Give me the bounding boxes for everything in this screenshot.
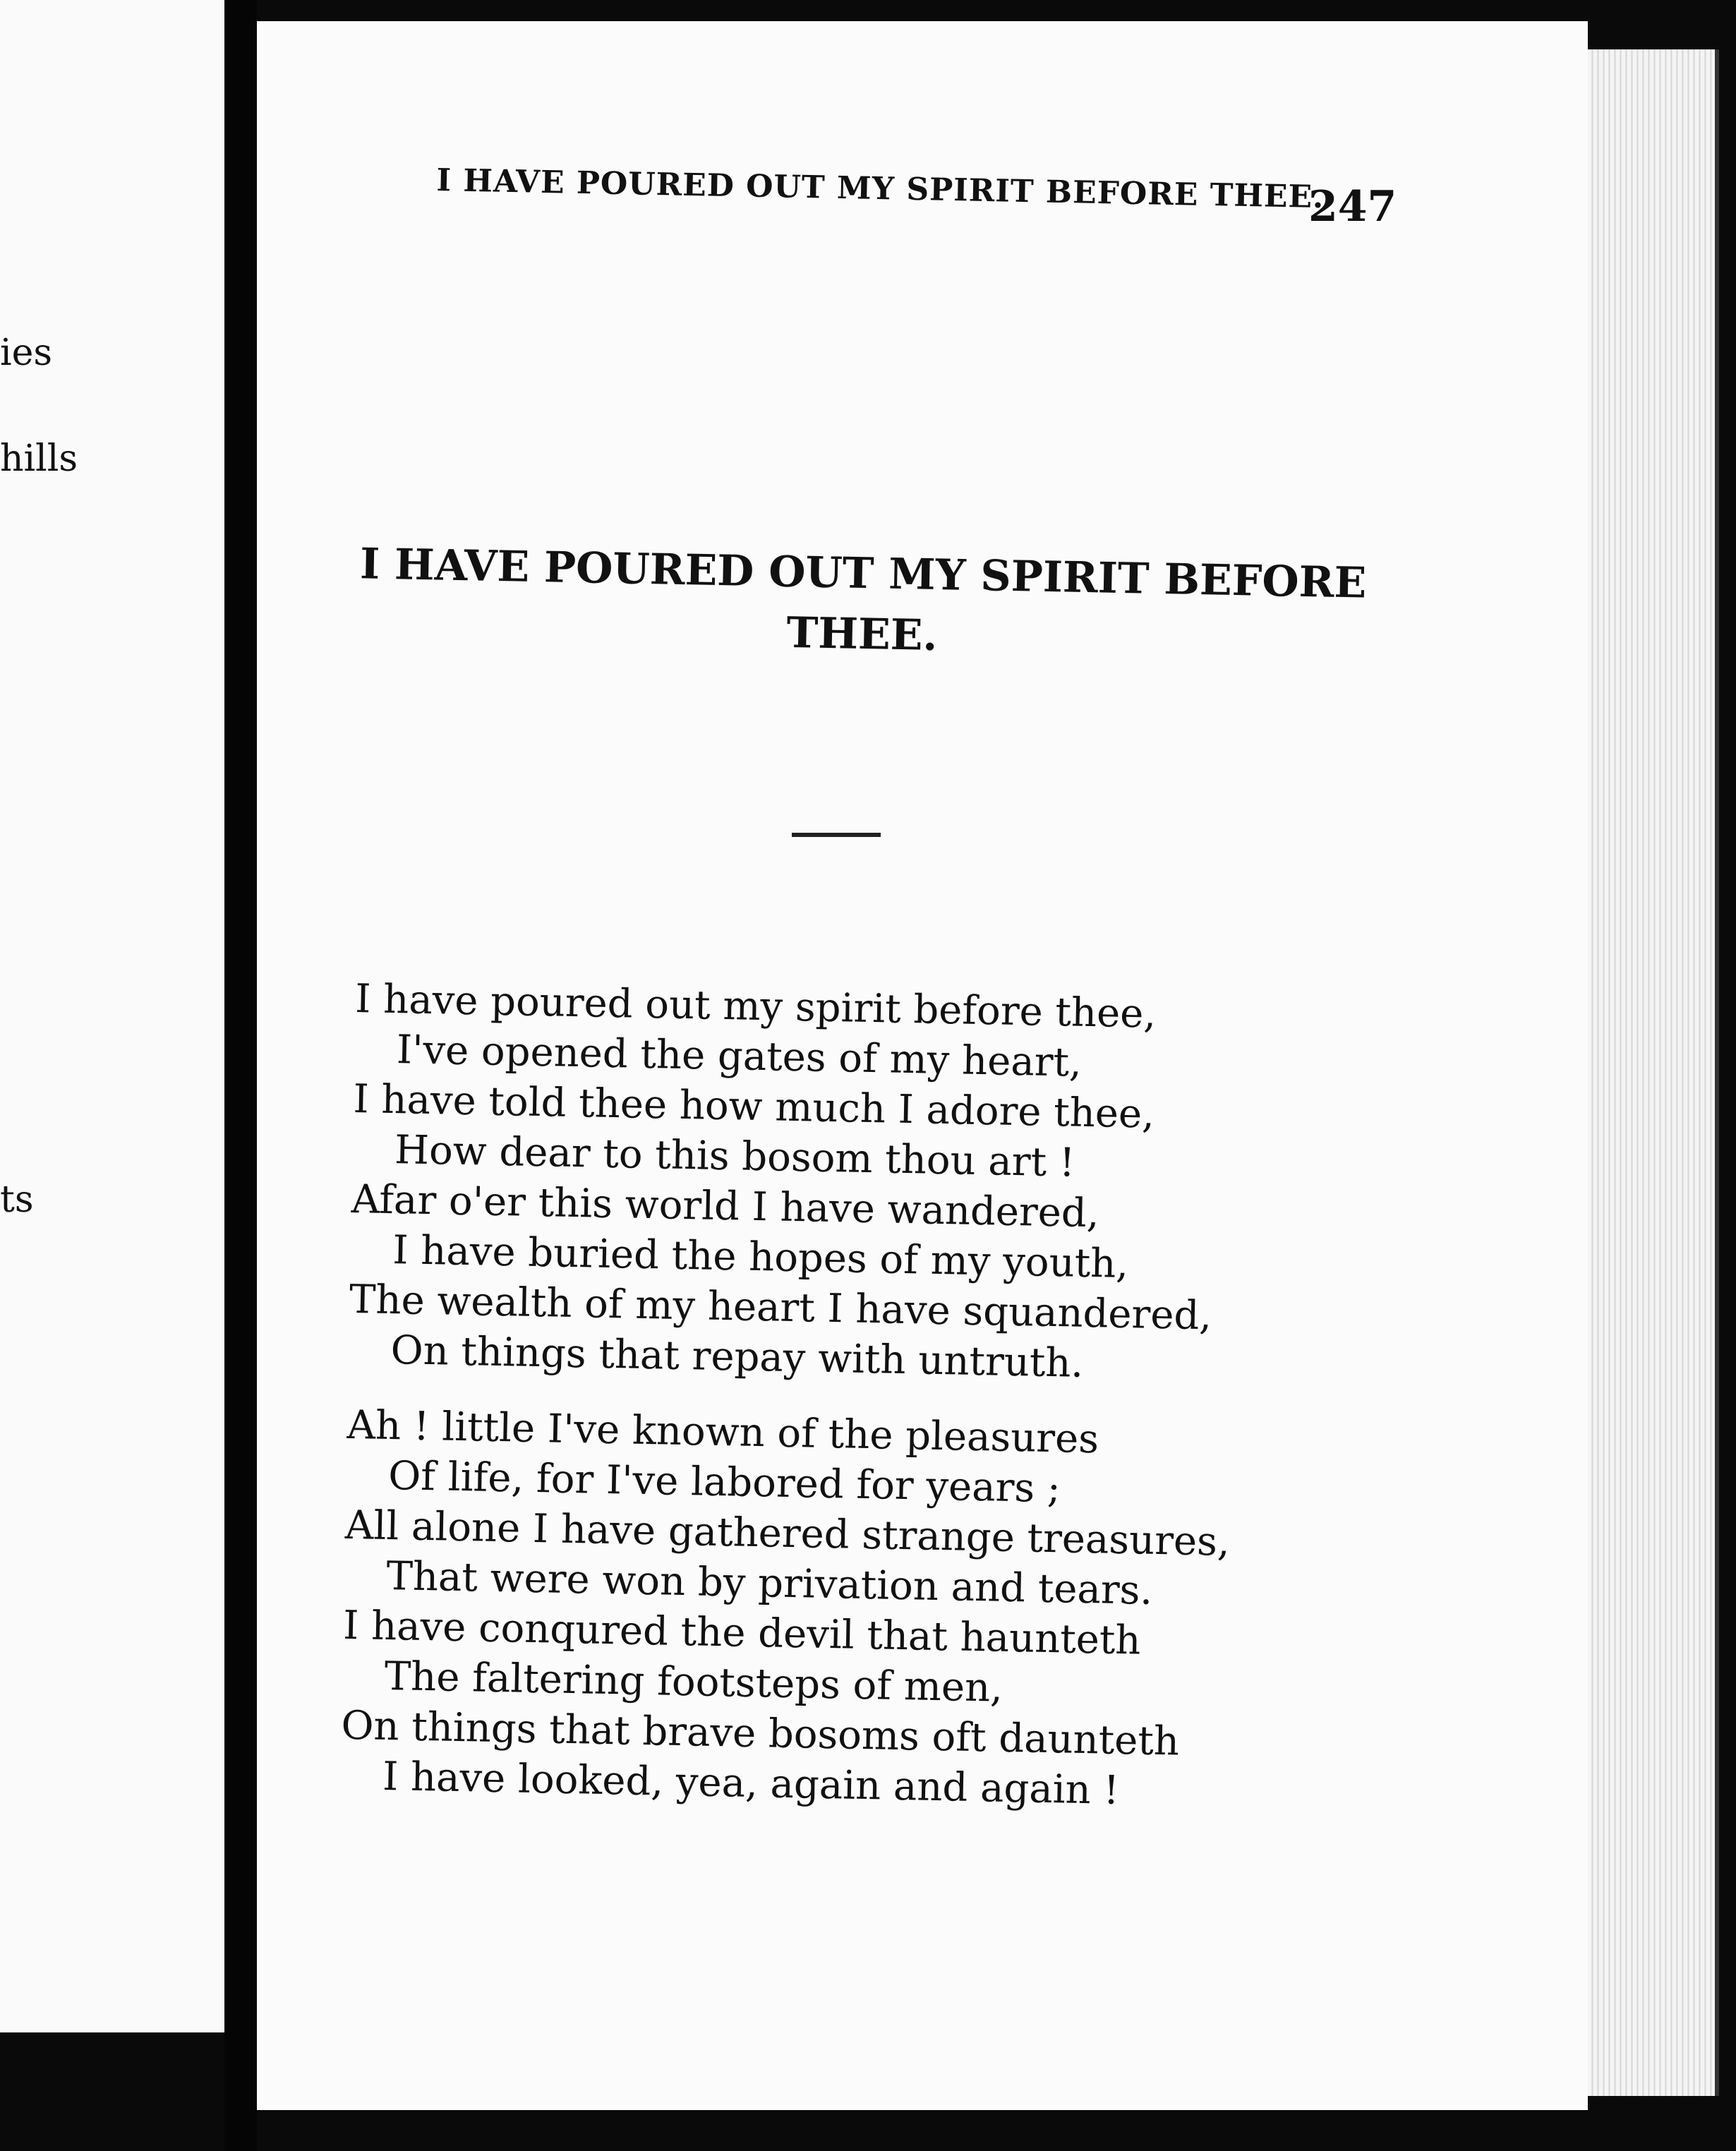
poem-line: On things that repay with untruth. bbox=[390, 1327, 1084, 1387]
poem-line: The faltering footsteps of men, bbox=[384, 1653, 1003, 1711]
title-rule bbox=[792, 833, 881, 837]
poem-line: I have conqured the devil that haunteth bbox=[342, 1602, 1142, 1664]
poem-title-line: I HAVE POURED OUT MY SPIRIT BEFORE bbox=[359, 539, 1367, 608]
left-page-fragment: hills bbox=[0, 438, 78, 480]
poem-line: I have looked, yea, again and again ! bbox=[382, 1753, 1120, 1814]
poem-line: The wealth of my heart I have squandered, bbox=[349, 1276, 1212, 1339]
poem-title bbox=[339, 534, 1386, 675]
page-edges bbox=[1588, 49, 1719, 2096]
left-page-fragment: ts bbox=[0, 1179, 34, 1221]
poem-line: Of life, for I've labored for years ; bbox=[387, 1453, 1061, 1512]
poem-line: How dear to this bosom thou art ! bbox=[394, 1127, 1075, 1186]
page-number: 247 bbox=[1308, 182, 1397, 231]
poem-line: All alone I have gathered strange treasures, bbox=[344, 1502, 1231, 1565]
stanza bbox=[340, 1400, 1449, 1822]
poem-line: I have poured out my spirit before thee, bbox=[354, 975, 1157, 1037]
stanza bbox=[348, 974, 1457, 1396]
right-page bbox=[257, 21, 1588, 2110]
poem-line: I've opened the gates of my heart, bbox=[396, 1027, 1083, 1086]
poem-line: Ah ! little I've known of the pleasures bbox=[346, 1402, 1099, 1463]
poem-title-line: THEE. bbox=[786, 608, 939, 661]
poem-body bbox=[340, 974, 1457, 1822]
poem-line: On things that brave bosoms oft daunteth bbox=[340, 1702, 1180, 1765]
poem-line: I have told thee how much I adore thee, bbox=[352, 1076, 1155, 1138]
poem-line: That were won by privation and tears. bbox=[385, 1553, 1153, 1614]
book-gutter bbox=[224, 0, 257, 2151]
running-head: I HAVE POURED OUT MY SPIRIT BEFORE THEE. bbox=[436, 162, 1325, 216]
poem-line: I have buried the hopes of my youth, bbox=[392, 1227, 1129, 1288]
poem-line: Afar o'er this world I have wandered, bbox=[351, 1176, 1100, 1237]
left-page-fragment: ies bbox=[0, 332, 53, 374]
left-facing-page bbox=[0, 0, 229, 2032]
